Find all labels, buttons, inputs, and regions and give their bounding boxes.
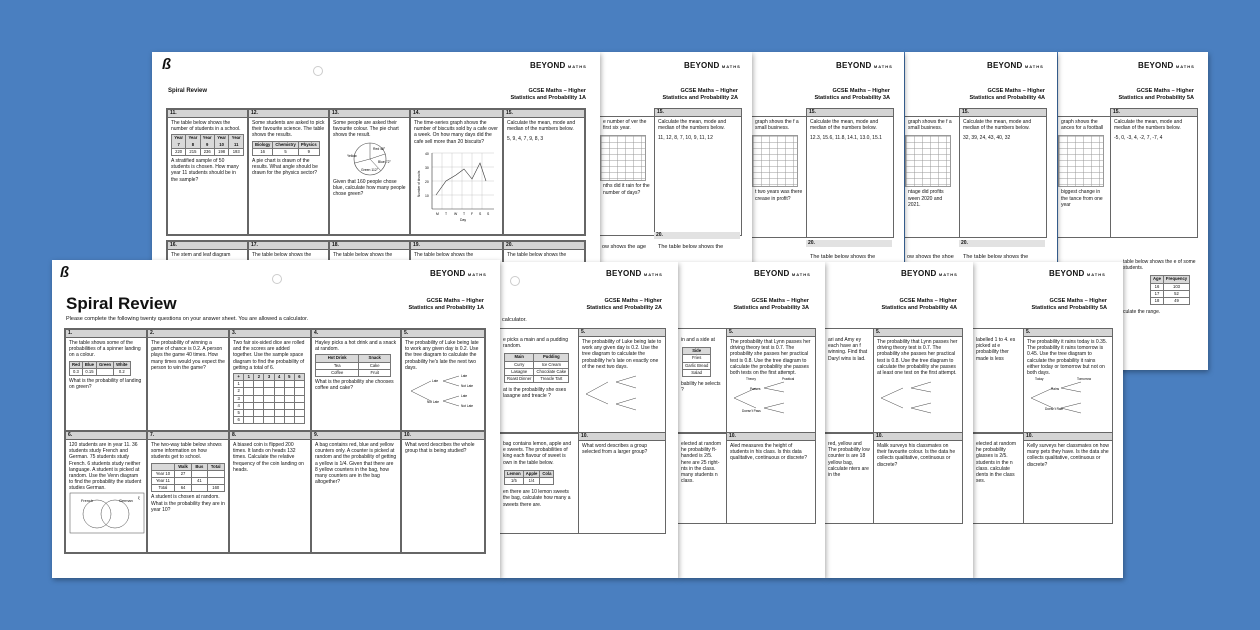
tree-diagram	[1027, 376, 1107, 418]
y-tick: 40	[425, 151, 429, 156]
venn-circle-german	[101, 500, 129, 528]
question-number: 5.	[874, 329, 962, 337]
question-number: 7.	[148, 432, 228, 440]
tree-branch-label: Late	[461, 394, 468, 399]
tree-branch-label: Late	[461, 374, 468, 379]
drink-snack-table: Hot Drink Snack Tea Cake Coffee Fruit	[315, 354, 391, 377]
question-card	[248, 109, 329, 235]
question-number: 4.	[312, 330, 400, 338]
biscuit-series-line	[436, 163, 486, 195]
question-fragment-card: e number of ver the first six year. nths did it rain for the number of days?	[600, 116, 655, 236]
pie-label: Yellow	[347, 153, 357, 158]
question-text: elected at random he probability glasses is 2/5. students in the n class. calculate dents in the class ses.	[976, 441, 1017, 485]
pie-chart	[333, 139, 407, 179]
question-grid	[166, 108, 586, 236]
question-9-card	[500, 432, 579, 534]
tree-header: Tomorrow	[1077, 377, 1091, 382]
line-graph	[752, 135, 798, 187]
brand-logo-text: BEYOND MATHS	[1138, 61, 1195, 70]
front-sheet-3	[678, 262, 825, 578]
question-20-header: 20.	[806, 240, 892, 247]
question-text: The probability of Luke being late to work any given day is 0.2. Use the tree diagram to calculate the probability he's late the next two days.	[405, 340, 479, 371]
question-text: The two-way table below shows some information on how students get to school.	[151, 442, 222, 461]
question-number: 16.	[168, 242, 247, 250]
tree-branch-label: Passes	[750, 387, 761, 392]
question-number: 5.	[1024, 329, 1112, 337]
question-number: 17.	[249, 242, 328, 250]
question-fragment: The table below shows the	[810, 254, 876, 260]
question-5-card	[578, 328, 666, 434]
question-text: What word describes a group selected from a larger group?	[582, 443, 648, 456]
question-card	[65, 329, 147, 431]
question-text: The probability that Lynn passes her driving theory test is 0.7. The probability she passes her practical test is 0.8. Use the tree diagram to calculate the probability she passes both tests on the first attempt.	[730, 339, 811, 377]
question-card	[311, 431, 401, 553]
question-text: e picks a main and a pudding random.	[503, 337, 569, 350]
question-20-header: 20.	[654, 232, 740, 239]
question-text: Malik surveys his classmates on their favourite colour. Is the data he collects qualitative, continuous or discrete?	[877, 443, 956, 468]
brand-logo-text: BEYOND MATHS	[754, 269, 811, 278]
question-fragment: ow shows the age	[602, 244, 647, 250]
question-text: bability he selects ?	[681, 381, 721, 394]
question-number: 10.	[402, 432, 484, 440]
sheet-subtitle: GCSE Maths – Higher Statistics and Probability 4A	[881, 298, 957, 311]
sheet-subtitle: GCSE Maths – Higher Statistics and Probability 3A	[814, 88, 890, 101]
page-title: Spiral Review	[66, 294, 177, 313]
question-card	[329, 109, 410, 235]
brand-logo-text: BEYOND MATHS	[987, 61, 1044, 70]
venn-label: French	[81, 498, 93, 503]
x-tick: F	[471, 211, 474, 216]
question-text: table below shows the e of some students.	[1123, 259, 1196, 272]
question-number: 15.	[960, 109, 1046, 117]
y-axis-label: Number of biscuits	[417, 170, 421, 197]
question-text: culate the range.	[1123, 309, 1161, 316]
sheet-title: Spiral Review	[168, 88, 208, 94]
question-text: The table below shows the	[252, 252, 312, 258]
tree-header: Theory	[746, 377, 756, 382]
question-card	[147, 431, 229, 553]
sheet-subtitle: GCSE Maths – Higher Statistics and Probability 1A	[510, 88, 586, 101]
venn-circle-french	[83, 500, 111, 528]
venn-diagram	[69, 492, 145, 534]
question-number: 10.	[1024, 433, 1112, 441]
question-number: 20.	[504, 242, 584, 250]
question-number: 3.	[230, 330, 310, 338]
question-20-header: 20.	[959, 240, 1045, 247]
x-tick: T	[463, 211, 466, 216]
tree-diagram	[405, 371, 483, 411]
question-text: The probability that Lynn passes her driving theory test is 0.7. The probability she passes her practical test is 0.8. Use the tree diagram to calculate the probability she passes at least one test on the first attempt.	[877, 339, 958, 377]
question-fragment: The table below shows the	[658, 244, 724, 250]
two-way-table: Walk Bus Total Year 10 27 Year 11 41 Total 64 160	[151, 463, 225, 493]
punch-hole	[272, 274, 282, 284]
question-text: Some students are asked to pick their favourite science. The table shows the results.	[252, 120, 325, 139]
question-card	[167, 109, 248, 235]
x-tick: S	[479, 211, 482, 216]
question-text: A student is chosen at random. What is the probability they are in year 10?	[151, 494, 225, 513]
venn-label: German	[119, 498, 133, 503]
back-sheet-3	[752, 52, 904, 266]
question-number: 10.	[579, 433, 665, 441]
question-fragment-card: graph shows the f a small business. t two years was there crease in profit?	[752, 116, 807, 238]
question-text: Two fair six-sided dice are rolled and the scores are added together. Use the sample space diagram to find the probability of getting a total of 6.	[233, 340, 305, 371]
question-text: The probability of winning a game of chance is 0.2. A person plays the game 40 times. How many times would you expect the person to win the game?	[151, 340, 225, 371]
punch-hole	[510, 276, 520, 286]
question-card	[65, 431, 147, 553]
question-text: Kelly surveys her classmates on how many pets they have. Is the data she collects qualitative, continuous or discrete?	[1027, 443, 1109, 468]
tree-branch-label: Not Late	[461, 384, 474, 389]
year-table: Year 7 Year 8 Year 9 Year 10 Year 11 220 215 236 198 193	[171, 134, 244, 156]
question-number: 15.	[655, 109, 741, 117]
x-tick: M	[436, 211, 439, 216]
question-number: 12.	[249, 110, 328, 118]
brand-logo-text: BEYOND MATHS	[901, 269, 958, 278]
question-fragment-card	[825, 328, 874, 434]
line-graph	[905, 135, 951, 187]
question-15-card	[959, 108, 1047, 238]
question-text: Calculate the mean, mode and median of the numbers below.	[810, 119, 879, 132]
venn-xi-symbol: ξ	[138, 494, 140, 500]
question-number: 14.	[411, 110, 502, 118]
side-table: Side Fries Garlic Bread Salad	[682, 347, 711, 377]
x-tick: S	[487, 211, 490, 216]
tree-branch-label: Rains	[1051, 387, 1060, 392]
question-number: 6.	[66, 432, 146, 440]
question-10-card	[726, 432, 816, 524]
sheet-subtitle: GCSE Maths – Higher Statistics and Probability 5A	[1031, 298, 1107, 311]
question-values: 32, 39, 24, 43, 40, 32	[963, 135, 1011, 142]
front-sheet-5	[973, 262, 1123, 578]
age-table-card	[1120, 257, 1208, 347]
sheet-subtitle: GCSE Maths – Higher Statistics and Probability 4A	[969, 88, 1045, 101]
question-text: red, yellow and The probability low counter is are 18 yellow bag, calculate nters are in the	[828, 441, 870, 479]
line-graph	[1058, 135, 1104, 187]
brand-logo-text: BEYOND MATHS	[684, 61, 741, 70]
question-text: A bag contains red, blue and yellow counters only. A counter is picked at random and the probability of getting a yellow is 1/4. Given that there are 8 yellow counters in the bag, how many counters are in the bag altogether?	[315, 442, 397, 486]
question-card	[410, 109, 503, 235]
question-fragment-card	[825, 432, 874, 524]
question-text: bag contains lemon, apple and e sweets. The probabilities of king each flavour of sweet is own in the table below.	[503, 441, 572, 466]
question-card	[401, 431, 485, 553]
y-tick: 10	[425, 193, 429, 198]
sheet-subtitle: GCSE Maths – Higher Statistics and Probability 1A	[408, 298, 484, 311]
sheet-subtitle: GCSE Maths – Higher Statistics and Probability 5A	[1118, 88, 1194, 101]
question-number: 5.	[402, 330, 484, 338]
back-sheet-1	[152, 52, 600, 266]
instructions: Please complete the following twenty questions on your answer sheet. You are allowed a calculator.	[66, 316, 309, 322]
line-graph	[600, 135, 646, 181]
question-grid-row-1	[64, 328, 486, 432]
question-5-card	[873, 328, 963, 434]
question-10-card	[578, 432, 666, 534]
question-values: 5, 9, 4, 7, 9, 8, 3	[507, 136, 544, 143]
question-fragment-card	[678, 432, 727, 524]
question-text: The probability it rains today is 0.35. The probability it rains tomorrow is 0.45. Use the tree diagram to calculate the probability it rains either today or tomorrow but not on both days.	[1027, 339, 1108, 377]
question-card	[229, 431, 311, 553]
tree-branch-label: Late	[432, 379, 439, 384]
time-series-graph	[414, 145, 500, 223]
question-text: Given that 160 people chose blue, calculate how many people chose green?	[333, 178, 406, 198]
question-text: at is the probability she oses lasagne and treacle ?	[503, 387, 567, 400]
question-values: 12.3, 15.6, 11.8, 14.1, 13.0, 15.1	[810, 135, 882, 142]
question-number: 1.	[66, 330, 146, 338]
question-10-card	[873, 432, 963, 524]
question-values: 11, 12, 8, 7, 10, 9, 11, 12	[658, 135, 713, 142]
front-sheet-1	[52, 260, 500, 578]
question-text: Hayley picks a hot drink and a snack at random.	[315, 340, 397, 353]
question-5-card	[1023, 328, 1113, 434]
question-fragment: The table below shows the	[963, 254, 1029, 260]
brand-logo-text: BEYOND MATHS	[1049, 269, 1106, 278]
question-text: Calculate the mean, mode and median of the numbers below.	[507, 120, 576, 133]
question-number: 8.	[230, 432, 310, 440]
question-text: A stratified sample of 50 students is chosen. How many year 11 students should be in the sample?	[171, 158, 239, 183]
question-text: The stem and leaf diagram	[171, 252, 231, 258]
beyond-logo-icon: ß	[162, 56, 172, 73]
pie-label: Green 112°	[361, 167, 379, 172]
question-number: 9.	[312, 432, 400, 440]
tree-diagram	[877, 376, 957, 418]
tree-branch-label: Doesn't Pass	[742, 409, 761, 414]
tree-branch-label: Not Late	[461, 404, 474, 409]
punch-hole	[313, 66, 323, 76]
spinner-table: Red Blue Green White 0.3 0.15 0.2	[69, 361, 131, 376]
question-text: Calculate the mean, mode and median of the numbers below.	[1114, 119, 1183, 132]
menu-table: Main Pudding Curry Ice Cream Lasagne Chocolate Cake Roast Dinner Treacle Tart	[504, 353, 569, 383]
question-text: The table below shows the	[333, 252, 393, 258]
question-text: What word describes the whole group that is being studied?	[405, 442, 475, 455]
tree-header: Practical	[782, 377, 795, 382]
question-number: 13.	[330, 110, 409, 118]
question-number: 18.	[330, 242, 409, 250]
question-grid-row-2	[64, 430, 486, 554]
x-tick: T	[445, 211, 448, 216]
question-text: labelled 1 to 4. es picked at e probability ther made is less	[976, 337, 1016, 362]
question-text: en there are 10 lemon sweets the bag, calculate how many a sweets there are.	[503, 489, 571, 508]
question-number: 10.	[727, 433, 815, 441]
sheet-subtitle: GCSE Maths – Higher Statistics and Probability 3A	[733, 298, 809, 311]
sheet-subtitle: GCSE Maths – Higher Statistics and Probability 2A	[662, 88, 738, 101]
question-text: A pie chart is drawn of the results. What angle should be drawn for the physics sector?	[252, 158, 318, 177]
brand-logo-text: BEYOND MATHS	[530, 61, 587, 70]
question-fragment: ow shows the shoe	[907, 254, 954, 260]
question-number: 10.	[874, 433, 962, 441]
tree-diagram	[730, 376, 810, 418]
brand-logo-text: BEYOND MATHS	[606, 269, 663, 278]
question-10-card	[1023, 432, 1113, 524]
tree-header: Today	[1035, 377, 1044, 382]
sample-space-table: + 1 2 3 4 5 6 1 2 3 4 5 6	[233, 373, 305, 424]
question-text: What is the probability of landing on green?	[69, 378, 142, 391]
question-text: Some people are asked their favourite colour. The pie chart shows the result.	[333, 120, 399, 139]
front-sheet-2	[500, 262, 678, 578]
question-fragment-card	[678, 328, 727, 434]
x-tick: W	[454, 211, 458, 216]
question-text: Aled measures the height of students in his class. Is this data qualitative, continuous or discrete?	[730, 443, 807, 462]
question-text: ari and Amy ey each have an f winning. Find that Daryl wins is lad.	[828, 337, 868, 362]
brand-logo-text: BEYOND MATHS	[836, 61, 893, 70]
question-15-card	[806, 108, 894, 238]
question-15-card	[654, 108, 742, 236]
question-number: 15.	[504, 110, 584, 118]
question-card	[311, 329, 401, 431]
tree-branch-label: Not Late	[427, 400, 440, 405]
question-text: What is the probability she chooses coffee and cake?	[315, 379, 394, 392]
sweets-table: Lemon Apple Cola 1/5 1/4	[504, 470, 554, 485]
y-tick: 20	[425, 179, 429, 184]
question-card	[401, 329, 485, 431]
question-number: 5.	[727, 329, 815, 337]
back-sheet-2	[600, 52, 752, 266]
question-text: Calculate the mean, mode and median of the numbers below.	[658, 119, 727, 132]
question-text: A biased coin is flipped 200 times. It lands on heads 132 times. Calculate the relative frequency of the coin landing on heads.	[233, 442, 304, 473]
sheet-subtitle: GCSE Maths – Higher Statistics and Probability 2A	[586, 298, 662, 311]
tree-branch-label: Doesn't Rain	[1045, 407, 1064, 412]
question-number: 5.	[579, 329, 665, 337]
question-text: The table below shows the number of students in a school.	[171, 120, 241, 133]
question-number: 19.	[411, 242, 502, 250]
brand-logo-text: BEYOND MATHS	[430, 269, 487, 278]
question-text: Calculate the mean, mode and median of the numbers below.	[963, 119, 1032, 132]
x-axis-label: Day	[460, 217, 467, 222]
question-text: 120 students are in year 11. 36 students study French and German. 75 students study French. 6 students study neither language. A student is picked at random. Use the Venn diagram to find the probability the student studies German.	[69, 442, 142, 492]
question-number: 15.	[1111, 109, 1197, 117]
y-tick: 30	[425, 165, 429, 170]
science-table: Biology Chemistry Physics 16 5 9	[252, 141, 320, 156]
age-frequency-table: Age Frequency 16 103 17 52 18 49	[1150, 275, 1190, 305]
question-text: The table below shows the	[507, 252, 567, 258]
question-number: 15.	[807, 109, 893, 117]
question-fragment-card	[973, 328, 1024, 434]
pie-label: Blue 72°	[378, 159, 391, 164]
question-text: elected at random he probability ft-handed is 2/5. here are 25 right- nts in the class. many students n class.	[681, 441, 722, 485]
question-text: The table shows some of the probabilities of a spinner landing on a colour.	[69, 340, 141, 359]
question-card	[147, 329, 229, 431]
front-sheet-4	[825, 262, 973, 578]
question-text: in and a side at	[681, 337, 715, 343]
tree-diagram	[582, 370, 662, 416]
question-text: The time-series graph shows the number of biscuits sold by a cafe over a week. On how many days did the cafe sell more than 20 biscuits?	[414, 120, 498, 145]
beyond-logo-icon: ß	[60, 264, 70, 281]
instructions: calculator.	[502, 317, 527, 323]
pie-label: Red 48°	[373, 146, 386, 151]
question-4-card	[500, 328, 579, 434]
question-fragment-card: graph shows the f a small business. ntage did profits ween 2020 and 2021.	[905, 116, 960, 238]
back-sheet-4	[905, 52, 1057, 266]
question-5-card	[726, 328, 816, 434]
question-fragment-card: graph shows the ances for a football biggest change in the tance from one year	[1058, 116, 1111, 238]
question-number: 2.	[148, 330, 228, 338]
question-number: 11.	[168, 110, 247, 118]
question-15-card	[1110, 108, 1198, 238]
question-card	[503, 109, 585, 235]
question-text: The table below shows the	[414, 252, 474, 258]
question-fragment-card	[973, 432, 1024, 524]
question-card	[229, 329, 311, 431]
question-values: -5, 0, -3, 4, -2, 7, -7, 4	[1114, 135, 1163, 142]
question-text: The probability of Luke being late to work any given day is 0.2. Use the tree diagram to calculate the probability he's late on exactly one of the next two days.	[582, 339, 662, 370]
